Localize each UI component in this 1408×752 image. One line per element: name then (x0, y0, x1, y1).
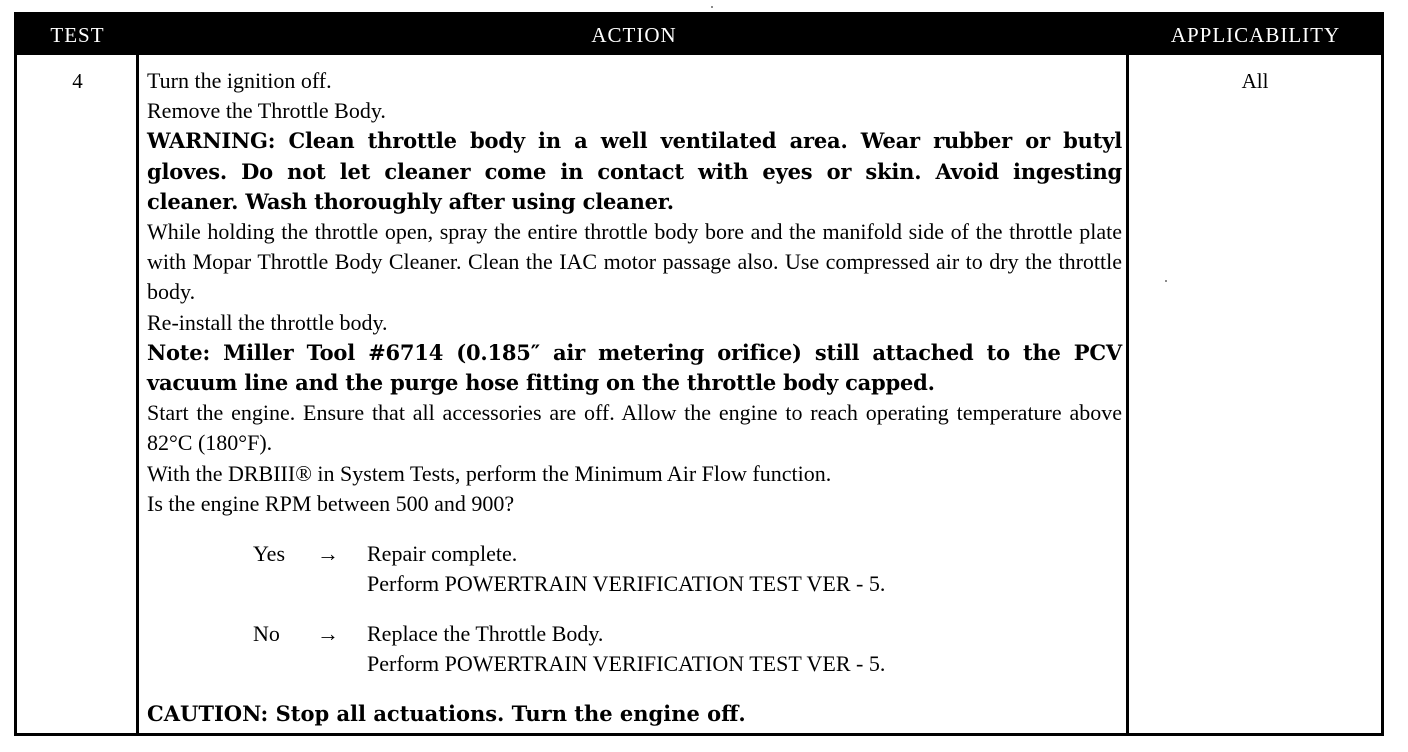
action-question: Is the engine RPM between 500 and 900? (147, 490, 515, 516)
action-step-remove-throttle: Remove the Throttle Body. (147, 98, 386, 124)
column-divider-right (1126, 55, 1129, 733)
scan-speck (711, 6, 713, 8)
outcome-yes-line1: Repair complete. (367, 541, 518, 567)
action-step-spray: While holding the throttle open, spray the entire throttle body bore and the manifold side of the throttle plate with Mopar Throttle Body Cleaner. Clean the IAC motor passage also. Use compressed air to dry the throttle body. (147, 219, 1122, 305)
outcome-yes-line2: Perform POWERTRAIN VERIFICATION TEST VER - 5. (367, 571, 886, 597)
diagnostic-test-table (14, 12, 1384, 736)
outcome-yes-text (367, 539, 885, 599)
action-step-ignition-off: Turn the ignition off. (147, 68, 332, 93)
action-step-start-engine: Start the engine. Ensure that all accessories are off. Allow the engine to reach operating temperature above 82°C (180°F). (147, 400, 1122, 456)
header-applicability: APPLICABILITY (1170, 23, 1341, 47)
note-text: Note: Miller Tool #6714 (0.185″ air metering orifice) still attached to the PCV vacuum line and the purge hose fitting on the throttle body capped. (147, 339, 1122, 396)
outcome-no (147, 619, 1122, 679)
test-number: 4 (72, 69, 83, 93)
outcome-yes (147, 539, 1122, 599)
header-action: ACTION (591, 23, 677, 47)
outcome-no-label: No (253, 621, 280, 647)
arrow-right-icon: → (317, 541, 339, 567)
action-cell (147, 66, 1122, 729)
column-divider-left (136, 55, 139, 733)
caution-text: CAUTION: Stop all actuations. Turn the engine off. (147, 701, 746, 727)
outcome-no-line2: Perform POWERTRAIN VERIFICATION TEST VER - 5. (367, 651, 886, 677)
outcome-no-text (367, 619, 885, 679)
warning-text: WARNING: Clean throttle body in a well ventilated area. Wear rubber or butyl gloves. Do not let cleaner come in contact with eyes or skin. Avoid ingesting cleaner. Wash thoroughly after using cleaner. (147, 128, 1122, 214)
action-step-drb: With the DRBIII® in System Tests, perform the Minimum Air Flow function. (147, 460, 832, 486)
table-header (17, 15, 1381, 55)
outcome-no-line1: Replace the Throttle Body. (367, 621, 604, 647)
action-step-reinstall: Re-install the throttle body. (147, 309, 388, 335)
header-test: TEST (50, 23, 105, 47)
scan-speck (1165, 280, 1167, 282)
outcome-yes-label: Yes (253, 541, 286, 567)
applicability-value: All (1241, 69, 1269, 93)
arrow-right-icon: → (317, 621, 339, 647)
